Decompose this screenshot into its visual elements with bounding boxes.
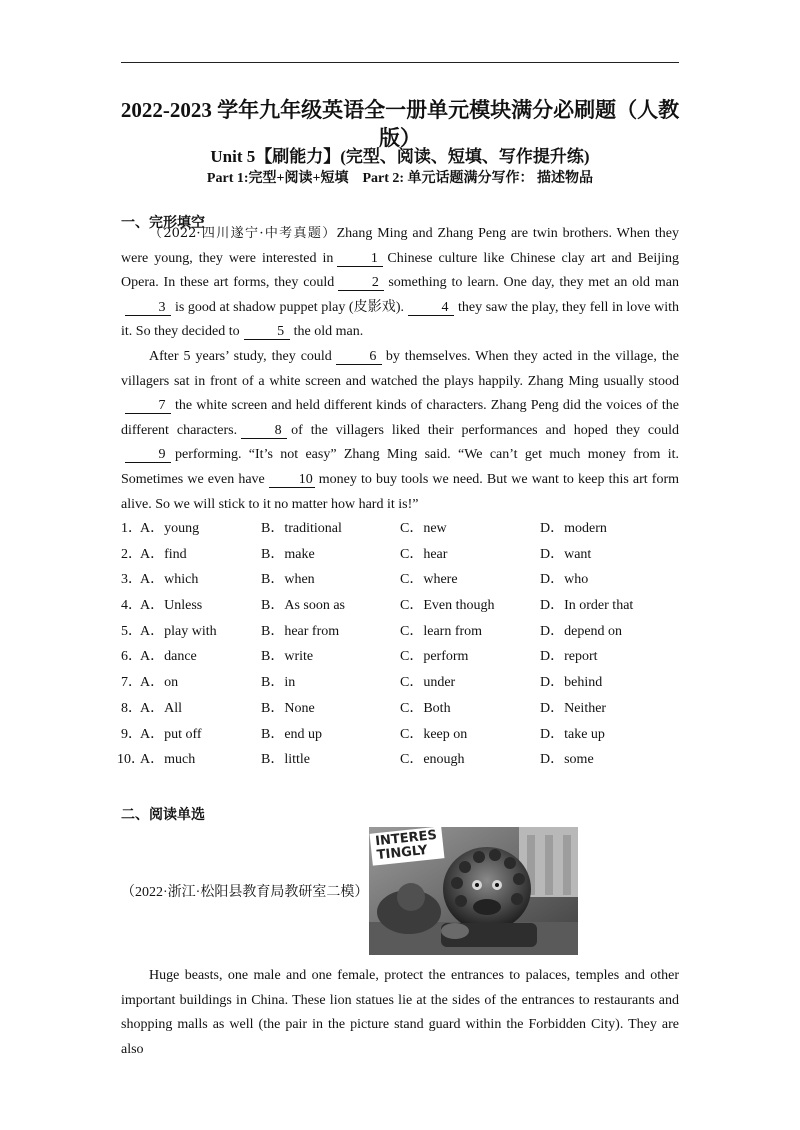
option-row: 5． A．play with B．hear from C．learn from D．depend on: [121, 623, 623, 639]
reading-passage: [121, 964, 679, 1062]
answer-options: [117, 517, 681, 774]
top-rule: [121, 62, 679, 63]
option-row: 1． A．young B．traditional C．new D．modern: [121, 521, 607, 536]
section-2-heading: 二、阅读单选: [121, 807, 205, 823]
option-row: 2． A．find B．make C．hear D．want: [121, 546, 592, 562]
cloze-paragraph-2: After 5 years’ study, they could 6 by themselves. When they acted in the village, the villagers sat in front of a white screen and watched the plays happily. Zhang Ming usually stood7 the white screen and held different kinds of characters. Zhang Peng did the voices of the different characters. 8 of the villagers liked their performances and hoped they could9 performing. “It’s not easy” Zhang Ming said. “We can’t get much money from it. Sometimes we even have 10 money to buy tools we need. But we want to keep this art form alive. So we will stick to it no matter how hard it is!”: [121, 348, 680, 512]
blank-7: 7: [125, 398, 171, 414]
document-parts: Part 1:完型+阅读+短填 Part 2: 单元话题满分写作： 描述物品: [206, 171, 594, 186]
blank-9: 9: [125, 447, 171, 463]
reading-paragraph-1: Huge beasts, one male and one female, protect the entrances to palaces, temples and other important buildings in China. These lion statues lie at the sides of the entrances to restaurants and shopping malls as well (the pair in the picture stand guard within the Forbidden City). They are also: [121, 968, 679, 1057]
blank-4: 4: [408, 300, 454, 316]
option-row: 4． A．Unless B．As soon as C．Even though D．In order that: [121, 598, 634, 614]
cloze-paragraph-1: （2022·四川遂宁·中考真题）Zhang Ming and Zhang Peng are twin brothers. When they were young, they were interested in 1 Chinese culture like Chinese clay art and Beijing Opera. In these art forms, they could 2 something to learn. One day, they met an old man3 is good at shadow puppet play (皮影戏). 4 they saw the play, they fell in love with it. So they decided to 5 the old man.: [121, 226, 680, 340]
cloze-passage: [121, 222, 679, 517]
reading-source: （2022·浙江·松阳县教育局教研室二模）: [121, 885, 369, 900]
document-subtitle: Unit 5【刷能力】(完型、阅读、短填、写作提升练): [210, 147, 590, 166]
option-row: 8． A．All B．None C．Both D．Neither: [121, 700, 607, 716]
document-title: [110, 96, 690, 152]
option-row: 3． A．which B．when C．where D．who: [121, 572, 589, 588]
option-row: 10． A．much B．little C．enough D．some: [117, 752, 594, 768]
blank-10: 10: [269, 472, 315, 488]
option-row: 7． A．on B．in C．under D．behind: [121, 675, 603, 691]
blank-2: 2: [338, 275, 384, 291]
option-row: 9． A．put off B．end up C．keep on D．take up: [121, 726, 605, 742]
source-label: （2022·四川遂宁·中考真题）: [149, 226, 337, 241]
title-line-1: 2022-2023 学年九年级英语全一册单元模块满分必刷题（人教: [120, 98, 680, 122]
section-1-heading: 一、完形填空: [121, 215, 205, 231]
blank-1: 1: [337, 251, 383, 267]
title-line-2: 版）: [379, 126, 421, 150]
blank-5: 5: [244, 324, 290, 340]
blank-3: 3: [125, 300, 171, 316]
photo-caption: INTERESTINGLY: [374, 827, 438, 864]
blank-8: 8: [241, 423, 287, 439]
option-row: 6． A．dance B．write C．perform D．report: [121, 649, 598, 665]
blank-6: 6: [336, 349, 382, 365]
lion-statue-photo: [369, 827, 578, 955]
